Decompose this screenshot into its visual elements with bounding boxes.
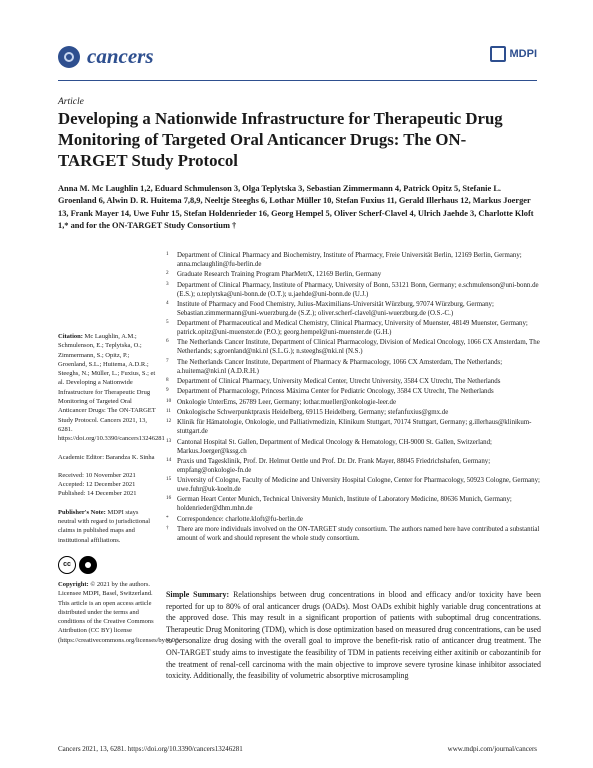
affiliation-text: Graduate Research Training Program PharMetrX, 12169 Berlin, Germany: [177, 271, 382, 279]
affiliation-item: [166, 408, 540, 417]
affiliation-text: Department of Clinical Pharmacy, University Medical Center, Utrecht University, 3584 CX Utrecht, The Netherlands: [177, 378, 501, 386]
academic-editor: Academic Editor: Barandza K. Sinha: [58, 453, 155, 461]
affiliation-item: [166, 251, 540, 269]
publisher-logo: [490, 46, 538, 62]
affiliation-item: [166, 398, 540, 407]
affiliation-number: 8: [166, 377, 169, 384]
affiliation-text: The Netherlands Cancer Institute, Department of Clinical Pharmacology, Division of Medical Oncology, 1066 CX Amsterdam, The Netherlands; s.groenland@nki.nl (S.L.G.); n.steeghs@nki.nl (N.S.): [177, 339, 540, 356]
by-attribution-icon: [79, 556, 97, 574]
affiliation-text: University of Cologne, Faculty of Medicine and University Hospital Cologne, Center for Pharmacology, 50923 Cologne, Germany; uwe.fuhr@uk-koeln.de: [177, 477, 540, 494]
affiliation-item: [166, 525, 540, 543]
affiliation-item: [166, 270, 540, 279]
affiliation-number: 3: [166, 280, 169, 287]
copyright: Copyright: © 2021 by the authors. Licensee MDPI, Basel, Switzerland. This article is an open access article distributed under the terms and conditions of the Creative Commons Attribution (CC BY) license (https://creativecommons.org/licenses/by/4.0/).: [58, 580, 181, 644]
affiliation-number: 2: [166, 270, 169, 277]
affiliation-number: 15: [166, 476, 172, 483]
affiliation-text: Department of Pharmaceutical and Medical Chemistry, Clinical Pharmacy, University of Muenster, 48149 Muenster, Germany; patrick.opitz@uni-muenster.de (P.O.); georg.hempel@uni-muenster.de (G.H.): [177, 320, 528, 337]
cancers-logo-icon: [58, 46, 80, 68]
simple-summary: Simple Summary: Relationships between drug concentrations in blood and efficacy and/or toxicity have been reported for up to 80% of oral anticancer drugs (OADs). Most OADs exhibit highly variable drug concentrations at the approved dose. This may result in a significant proportion of patients with suboptimal drug concentrations. Therapeutic Drug Monitoring (TDM), which is dose optimization based on measured drug concentrations, can be used to personalize drug dosing with the overall goal to improve the benefit-risk ratio of anticancer drug treatment. The ON-TARGET study aims to investigate the feasibility of TDM in patients receiving either axitinib or cabozantinib for the treatment of renal-cell carcinoma with the main objective to improve severe tyrosine kinase inhibitor associated toxicity. Additionally, the feasibility of volumetric absorptive microsampling: [166, 590, 541, 681]
mdpi-logo-icon: [490, 46, 506, 62]
affiliation-item: [166, 476, 540, 494]
published-date: Published: 14 December 2021: [58, 490, 137, 498]
header-rule: [58, 80, 537, 81]
affiliation-text: Department of Clinical Pharmacy, Institute of Pharmacy, University of Bonn, 53121 Bonn, Germany; e.schmulenson@uni-bonn.de (E.S.); o.teplytska@uni-bonn.de (O.T.); u.jaehde@uni-bonn.de (U.J.): [177, 281, 539, 298]
footer-citation[interactable]: Cancers 2021, 13, 6281. https://doi.org/10.3390/cancers13246281: [58, 745, 243, 753]
affiliation-item: [166, 281, 540, 299]
affiliation-text: Onkologie UnterEms, 26789 Leer, Germany; lothar.mueller@onkologie-leer.de: [177, 398, 397, 406]
affiliation-item: [166, 319, 540, 337]
journal-name: cancers: [87, 44, 154, 68]
affiliation-text: Klinik für Hämatologie, Onkologie, und Palliativmedizin, Klinikum Stuttgart, 70174 Stuttgart, Germany; g.illerhaus@klinikum-stuttgart.de: [177, 419, 532, 436]
affiliation-text: Onkologische Schwerpunktpraxis Heidelberg, 69115 Heidelberg, Germany; stefanfuxius@gmx.de: [177, 408, 449, 416]
journal-logo: [58, 44, 154, 69]
affiliation-item: [166, 358, 540, 376]
citation: Citation: Mc Laughlin, A.M.; Schmulenson, E.; Teplytska, O.; Zimmermann, S.; Opitz, P.; Groenland, S.L.; Huitema, A.D.R.; Steeghs, N.; Müller, L.; Fuxius, S.; et al. Developing a Nationwide Infrastructure for Therapeutic Drug Monitoring of Targeted Oral Anticancer Drugs: The ON-TARGET Study Protocol. Cancers 2021, 13, 6281. https://doi.org/10.3390/cancers13246281: [58, 333, 165, 443]
publisher-name: MDPI: [509, 48, 537, 60]
affiliation-text: The Netherlands Cancer Institute, Department of Pharmacy & Pharmacology, 1066 CX Amsterdam, The Netherlands; a.huitema@nki.nl (A.D.R.H.): [177, 358, 503, 375]
affiliation-item: [166, 457, 540, 475]
affiliation-item: [166, 418, 540, 436]
affiliation-number: 10: [166, 397, 172, 404]
affiliation-number: 13: [166, 437, 172, 444]
affiliation-text: Praxis und Tagesklinik, Prof. Dr. Helmut Oettle und Prof. Dr. Dr. Frank Mayer, 88045 Friedrichshafen, Germany; empfang@onkologie-fn.de: [177, 457, 491, 474]
received-date: Received: 10 November 2021: [58, 471, 136, 479]
affiliation-item: [166, 300, 540, 318]
cc-license-badge[interactable]: [58, 556, 158, 574]
affiliation-text: German Heart Center Munich, Technical University Munich, Institute of Laboratory Medicine, 80636 Munich, Germany; holdenrieder@dhm.mhn.de: [177, 496, 512, 513]
article-type: Article: [58, 97, 84, 107]
affiliation-text: Department of Clinical Pharmacy and Biochemistry, Institute of Pharmacy, Freie Universität Berlin, 12169 Berlin, Germany; anna.mclaughlin@fu-berlin.de: [177, 252, 522, 268]
affiliation-number: 5: [166, 319, 169, 326]
article-title: Developing a Nationwide Infrastructure for Therapeutic Drug Monitoring of Targeted Oral Anticancer Drugs: The ON-TARGET Study Protocol: [58, 109, 503, 170]
affiliation-text: Cantonal Hospital St. Gallen, Department of Medical Oncology & Hematology, CH-9000 St. Gallen, Switzerland; Markus.Joerger@kssg.ch: [177, 438, 492, 455]
affiliation-number: 11: [166, 407, 171, 414]
affiliation-number: 7: [166, 357, 169, 364]
affiliation-item: [166, 377, 540, 386]
footer-journal-url[interactable]: www.mdpi.com/journal/cancers: [447, 745, 537, 753]
affiliation-number: 16: [166, 495, 172, 502]
page-footer: [58, 745, 537, 753]
affiliation-item: [166, 338, 540, 356]
affiliation-number: 12: [166, 418, 172, 425]
accepted-date: Accepted: 12 December 2021: [58, 481, 136, 489]
affiliation-text: Correspondence: charlotte.kloft@fu-berlin.de: [177, 515, 303, 523]
affiliation-text: There are more individuals involved on the ON-TARGET study consortium. The authors named here have contributed a substantial amount of work and should represent the whole study consortium.: [177, 526, 540, 543]
affiliation-number: 1: [166, 251, 169, 257]
affiliation-number: 14: [166, 456, 172, 463]
affiliation-number: 6: [166, 338, 169, 345]
affiliation-number: 4: [166, 299, 169, 306]
affiliation-item: [166, 495, 540, 513]
affiliation-text: Institute of Pharmacy and Food Chemistry, Julius-Maximilians-Universität Würzburg, 97074 Würzburg, Germany; Sebastian.zimmermann@uni-wuerzburg.de (S.Z.); oliver.scherf-clavel@uni-wuerzburg.de (O.S.-C.): [177, 300, 494, 317]
affiliation-number: †: [166, 525, 169, 532]
affiliation-item: [166, 438, 540, 456]
affiliation-list: [166, 251, 540, 544]
cc-icon: cc: [58, 556, 76, 574]
affiliation-number: *: [166, 514, 169, 521]
affiliation-item: [166, 387, 540, 396]
publisher-note: Publisher's Note: MDPI stays neutral with regard to jurisdictional claims in published maps and institutional affiliations.: [58, 508, 151, 544]
affiliation-text: Department of Pharmacology, Princess Máxima Center for Pediatric Oncology, 3584 CX Utrecht, The Netherlands: [177, 388, 494, 396]
affiliation-number: 9: [166, 387, 169, 394]
author-list: Anna M. Mc Laughlin 1,2, Eduard Schmulenson 3, Olga Teplytska 3, Sebastian Zimmermann 4, Patrick Opitz 5, Stefanie L. Groenland 6, Alwin D. R. Huitema 7,8,9, Neeltje Steeghs 6, Lothar Müller 10, Stefan Fuxius 11, Gerald Illerhaus 12, Markus Joerger 13, Frank Mayer 14, Uwe Fuhr 15, Stefan Holdenrieder 16, Georg Hempel 5, Oliver Scherf-Clavel 4, Ulrich Jaehde 3, Charlotte Kloft 1,* and for the ON-TARGET Study Consortium †: [58, 184, 534, 230]
affiliation-item: [166, 515, 540, 524]
